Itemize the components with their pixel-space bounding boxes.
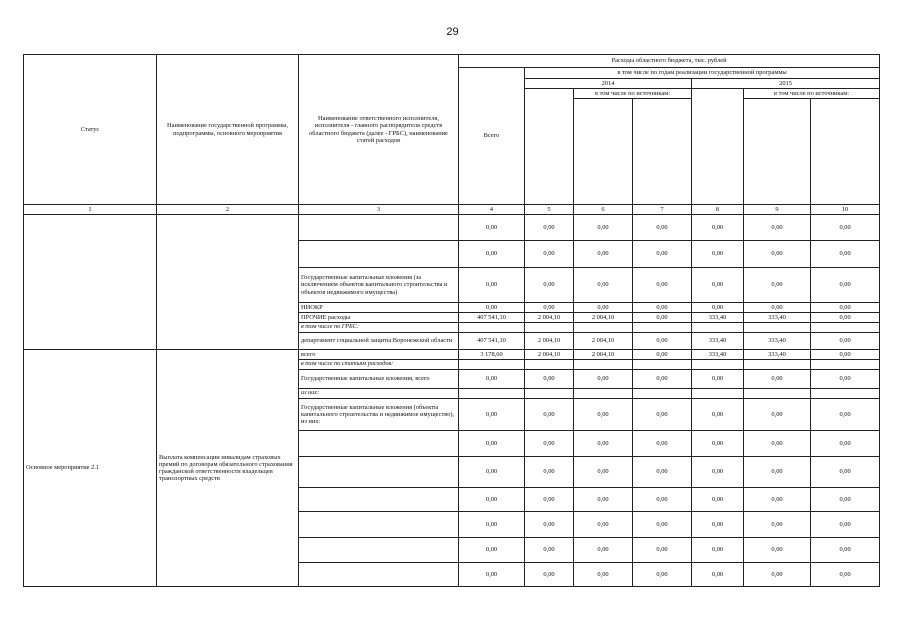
amount-cell: 0,00 [525, 370, 574, 389]
amount-cell: 0,00 [692, 457, 744, 488]
amount-cell: 0,00 [692, 538, 744, 563]
budget-table [23, 54, 880, 587]
amount-cell: 0,00 [692, 268, 744, 303]
amount-cell: 0,00 [574, 431, 633, 457]
expense-label [299, 215, 459, 241]
amount-cell: 0,00 [525, 512, 574, 538]
amount-cell: 0,00 [744, 512, 811, 538]
amount-cell: 2 004,10 [574, 350, 633, 360]
column-number: 8 [692, 205, 744, 215]
amount-cell [459, 323, 525, 333]
amount-cell: 0,00 [633, 431, 692, 457]
amount-cell: 0,00 [525, 563, 574, 587]
header-subtotal-2014 [525, 89, 574, 205]
amount-cell: 3 178,60 [459, 350, 525, 360]
amount-cell: 0,00 [574, 538, 633, 563]
header-sources-2014: в том числе по источникам: [574, 89, 692, 99]
amount-cell [633, 360, 692, 370]
expense-label: Государственные капитальные вложения, всего [299, 370, 459, 389]
amount-cell [574, 389, 633, 399]
amount-cell: 0,00 [459, 512, 525, 538]
amount-cell: 0,00 [459, 303, 525, 313]
amount-cell [811, 389, 880, 399]
amount-cell: 0,00 [633, 538, 692, 563]
amount-cell: 0,00 [692, 512, 744, 538]
header-budget: Расходы областного бюджета, тыс. рублей [459, 55, 880, 68]
amount-cell: 0,00 [459, 241, 525, 268]
amount-cell: 0,00 [744, 457, 811, 488]
amount-cell: 0,00 [459, 370, 525, 389]
amount-cell: 0,00 [525, 399, 574, 431]
amount-cell: 0,00 [692, 215, 744, 241]
amount-cell: 0,00 [811, 563, 880, 587]
amount-cell: 0,00 [744, 215, 811, 241]
header-regional-2014 [633, 99, 692, 205]
expense-label: департамент социальной защиты Воронежской области [299, 333, 459, 350]
header-regional-2015 [811, 99, 880, 205]
status-cell-empty [24, 215, 157, 350]
amount-cell: 0,00 [692, 431, 744, 457]
expense-label [299, 457, 459, 488]
amount-cell: 0,00 [525, 538, 574, 563]
column-number: 6 [574, 205, 633, 215]
amount-cell: 2 004,10 [525, 333, 574, 350]
expense-label: ПРОЧИЕ расходы [299, 313, 459, 323]
amount-cell: 0,00 [811, 488, 880, 512]
amount-cell: 0,00 [459, 457, 525, 488]
amount-cell [525, 389, 574, 399]
event-name-cell-empty [157, 215, 299, 350]
amount-cell: 0,00 [459, 431, 525, 457]
amount-cell: 0,00 [692, 563, 744, 587]
amount-cell [744, 389, 811, 399]
amount-cell: 0,00 [633, 215, 692, 241]
amount-cell: 0,00 [525, 268, 574, 303]
amount-cell: 0,00 [574, 268, 633, 303]
amount-cell [525, 360, 574, 370]
expense-label: в том числе по ГРБС: [299, 323, 459, 333]
amount-cell [744, 323, 811, 333]
amount-cell: 0,00 [811, 241, 880, 268]
amount-cell: 333,40 [692, 313, 744, 323]
amount-cell [574, 323, 633, 333]
amount-cell: 0,00 [744, 488, 811, 512]
expense-label [299, 563, 459, 587]
amount-cell: 0,00 [574, 563, 633, 587]
amount-cell [633, 323, 692, 333]
amount-cell: 0,00 [811, 333, 880, 350]
main-event-body [24, 350, 880, 587]
amount-cell: 0,00 [633, 333, 692, 350]
amount-cell: 0,00 [811, 215, 880, 241]
header-subtotal-2015 [692, 89, 744, 205]
amount-cell: 0,00 [811, 431, 880, 457]
amount-cell: 0,00 [574, 303, 633, 313]
amount-cell: 0,00 [811, 512, 880, 538]
expense-label: в том числе по статьям расходов: [299, 360, 459, 370]
amount-cell: 0,00 [744, 399, 811, 431]
column-number: 5 [525, 205, 574, 215]
amount-cell: 0,00 [744, 268, 811, 303]
amount-cell [633, 389, 692, 399]
column-number: 1 [24, 205, 157, 215]
amount-cell: 2 004,10 [525, 350, 574, 360]
amount-cell: 2 004,10 [574, 313, 633, 323]
amount-cell: 0,00 [525, 488, 574, 512]
amount-cell: 0,00 [574, 215, 633, 241]
amount-cell: 0,00 [744, 538, 811, 563]
expense-label [299, 431, 459, 457]
amount-cell: 0,00 [692, 303, 744, 313]
column-number: 9 [744, 205, 811, 215]
event-name-cell: Выплата компенсации инвалидам страховых премий по договорам обязательного страхования гражданской ответственности владельцев транспортных средств [157, 350, 299, 587]
amount-cell: 0,00 [574, 512, 633, 538]
amount-cell: 2 004,10 [574, 333, 633, 350]
amount-cell: 0,00 [633, 370, 692, 389]
column-number: 10 [811, 205, 880, 215]
amount-cell: 0,00 [633, 303, 692, 313]
amount-cell: 0,00 [811, 350, 880, 360]
amount-cell: 0,00 [811, 538, 880, 563]
amount-cell: 333,40 [692, 333, 744, 350]
amount-cell: 0,00 [633, 512, 692, 538]
column-number-row [24, 205, 880, 215]
amount-cell [459, 389, 525, 399]
amount-cell: 333,40 [692, 350, 744, 360]
amount-cell: 0,00 [459, 488, 525, 512]
amount-cell: 0,00 [525, 431, 574, 457]
amount-cell [692, 389, 744, 399]
header-federal-2014 [574, 99, 633, 205]
amount-cell: 0,00 [525, 215, 574, 241]
expense-label: всего [299, 350, 459, 360]
amount-cell: 0,00 [633, 268, 692, 303]
amount-cell: 0,00 [692, 399, 744, 431]
amount-cell: 407 541,10 [459, 313, 525, 323]
amount-cell: 0,00 [574, 241, 633, 268]
amount-cell: 0,00 [744, 303, 811, 313]
amount-cell: 0,00 [811, 457, 880, 488]
amount-cell: 333,40 [744, 350, 811, 360]
amount-cell: 0,00 [574, 457, 633, 488]
amount-cell: 0,00 [633, 241, 692, 268]
header-total: Всего [459, 68, 525, 205]
table-row [24, 350, 880, 360]
amount-cell: 0,00 [744, 431, 811, 457]
page-number: 29 [446, 26, 459, 38]
amount-cell: 0,00 [459, 399, 525, 431]
amount-cell: 0,00 [692, 370, 744, 389]
header-status: Статус [24, 55, 157, 205]
header-executor: Наименование ответственного исполнителя, исполнителя - главного распорядителя средств областного бюджета (далее - ГРБС), наименование статей расходов [299, 55, 459, 205]
expense-label: из них: [299, 389, 459, 399]
amount-cell [692, 323, 744, 333]
amount-cell [744, 360, 811, 370]
header-program: Наименование государственной программы, подпрограммы, основного мероприятия [157, 55, 299, 205]
column-number: 3 [299, 205, 459, 215]
amount-cell: 0,00 [692, 488, 744, 512]
amount-cell: 0,00 [744, 241, 811, 268]
amount-cell: 0,00 [744, 563, 811, 587]
amount-cell [525, 323, 574, 333]
header-by-years: в том числе по годам реализации государственной программы [525, 68, 880, 79]
amount-cell: 0,00 [811, 370, 880, 389]
expense-label: Государственные капитальные вложения (за исключением объектов капитального строительства и объектов недвижимого имущества) [299, 268, 459, 303]
amount-cell: 0,00 [633, 488, 692, 512]
expense-label: НИОКР [299, 303, 459, 313]
amount-cell: 0,00 [574, 399, 633, 431]
amount-cell: 0,00 [633, 563, 692, 587]
expense-label [299, 488, 459, 512]
amount-cell: 0,00 [459, 538, 525, 563]
expense-label: Государственные капитальные вложения (объекты капитального строительства и недвижимое имущество), из них: [299, 399, 459, 431]
amount-cell: 0,00 [633, 399, 692, 431]
amount-cell: 0,00 [459, 268, 525, 303]
status-cell: Основное мероприятие 2.1 [24, 350, 157, 587]
amount-cell: 0,00 [633, 350, 692, 360]
column-number: 4 [459, 205, 525, 215]
column-number: 7 [633, 205, 692, 215]
amount-cell: 0,00 [459, 563, 525, 587]
amount-cell: 0,00 [811, 399, 880, 431]
column-number: 2 [157, 205, 299, 215]
amount-cell: 0,00 [744, 370, 811, 389]
expense-label [299, 538, 459, 563]
amount-cell: 407 541,10 [459, 333, 525, 350]
amount-cell: 0,00 [459, 215, 525, 241]
amount-cell: 333,40 [744, 333, 811, 350]
amount-cell [811, 360, 880, 370]
amount-cell: 0,00 [525, 457, 574, 488]
amount-cell [811, 323, 880, 333]
amount-cell [574, 360, 633, 370]
amount-cell: 0,00 [574, 370, 633, 389]
amount-cell [692, 360, 744, 370]
amount-cell: 0,00 [811, 303, 880, 313]
previous-item-body [24, 215, 880, 350]
amount-cell: 0,00 [633, 313, 692, 323]
table-row [24, 215, 880, 241]
expense-label [299, 241, 459, 268]
amount-cell: 0,00 [525, 303, 574, 313]
header-year-2014: 2014 [525, 79, 692, 89]
header-sources-2015: в том числе по источникам: [744, 89, 880, 99]
header-federal-2015 [744, 99, 811, 205]
amount-cell: 2 004,10 [525, 313, 574, 323]
header-year-2015: 2015 [692, 79, 880, 89]
amount-cell: 0,00 [692, 241, 744, 268]
amount-cell: 0,00 [811, 268, 880, 303]
amount-cell: 333,40 [744, 313, 811, 323]
amount-cell [459, 360, 525, 370]
amount-cell: 0,00 [525, 241, 574, 268]
amount-cell: 0,00 [574, 488, 633, 512]
expense-label [299, 512, 459, 538]
amount-cell: 0,00 [811, 313, 880, 323]
amount-cell: 0,00 [633, 457, 692, 488]
